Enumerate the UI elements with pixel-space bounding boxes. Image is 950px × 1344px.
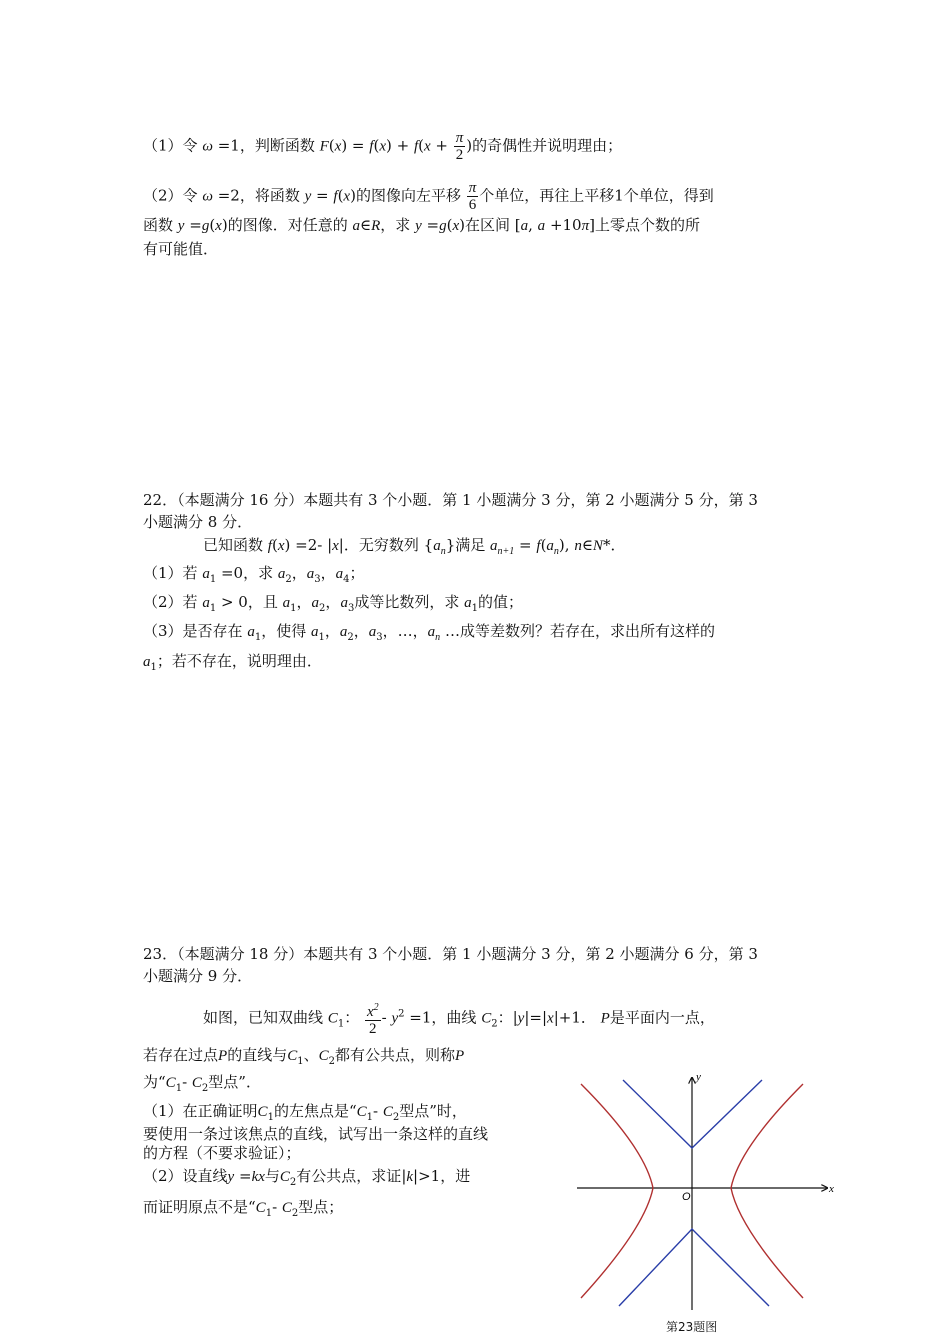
origin-label: O [682, 1191, 691, 1203]
q23-header-line2: 小题满分 9 分． [143, 967, 253, 985]
hyperbola-right-branch [731, 1084, 803, 1298]
q21-part2-line2: 函数 y =g(x)的图像．对任意的 a∈R，求 y =g(x)在区间 [a, a +10π]上零点个数的所 [143, 216, 700, 234]
hyperbola-left-branch [581, 1084, 653, 1298]
q22-part3-line1: （3）是否存在 $a_1$，使得 $a_1$，$a_2$，$a_3$，…，$a_n$ …成等差数列？若存在，求出所有这样的 [143, 622, 715, 643]
q23-part2-line2: 而证明原点不是“$C_1-$ $C_2$型点； [143, 1198, 344, 1219]
x-axis-label: x [829, 1183, 834, 1195]
q23-part1-line3: 的方程（不要求验证）； [143, 1144, 301, 1162]
q22-intro: 已知函数 f(x) =2- |x|．无穷数列 $\{a_n\}$满足 $a_{n+1} = f(a_n)$, n∈N*． [203, 536, 626, 557]
q22-header-line2: 小题满分 8 分． [143, 513, 253, 531]
q23-line2: 若存在过点P的直线与$C_1$、$C_2$都有公共点，则称P [143, 1046, 465, 1067]
q22-header-line1: 22．（本题满分 16 分）本题共有 3 个小题．第 1 小题满分 3 分，第 2 小题满分 5 分，第 3 [143, 491, 758, 509]
q22-part3-line2: $a_1$；若不存在，说明理由． [143, 652, 322, 673]
q22-part1: （1）若 $a_1 =0$，求 $a_2$，$a_3$，$a_4$； [143, 564, 365, 585]
q23-part2-line1: （2）设直线y =kx与$C_2$有公共点，求证|k|>1，进 [143, 1167, 471, 1188]
y-axis-label: y [696, 1071, 701, 1083]
c2-lower-branch [619, 1229, 769, 1306]
q23-part1-line2: 要使用一条过该焦点的直线，试写出一条这样的直线 [143, 1125, 489, 1143]
q23-header-line1: 23．（本题满分 18 分）本题共有 3 个小题．第 1 小题满分 3 分，第 2 小题满分 6 分，第 3 [143, 945, 758, 963]
q23-line3: 为“$C_1-$ $C_2$型点”． [143, 1073, 261, 1094]
q21-part1: （1）令 ω =1，判断函数 F(x) = f(x) + f(x + $\frac{\pi}{2}$ )的奇偶性并说明理由； [143, 130, 623, 163]
q23-intro: 如图，已知双曲线 $C_1$： $\frac{x^2}{2}$ - $y^2 =1$，曲线 $C_2$：|y|=|x|+1． P是平面内一点， [203, 1002, 715, 1037]
q21-part2-line3: 有可能值． [143, 240, 219, 258]
q21-part2-line1: （2）令 ω =2，将函数 y = f(x)的图像向左平移 $\frac{\pi}{6}$ 个单位，再往上平移1个单位，得到 [143, 180, 714, 213]
q22-part2: （2）若 $a_1 > 0$，且 $a_1$，$a_2$，$a_3$成等比数列，求 $a_1$的值； [143, 593, 523, 614]
figure-caption: 第23题图 [666, 1320, 718, 1334]
q23-part1-line1: （1）在正确证明$C_1$的左焦点是“$C_1-$ $C_2$型点”时， [143, 1102, 467, 1123]
hyperbola-figure [575, 1068, 840, 1313]
